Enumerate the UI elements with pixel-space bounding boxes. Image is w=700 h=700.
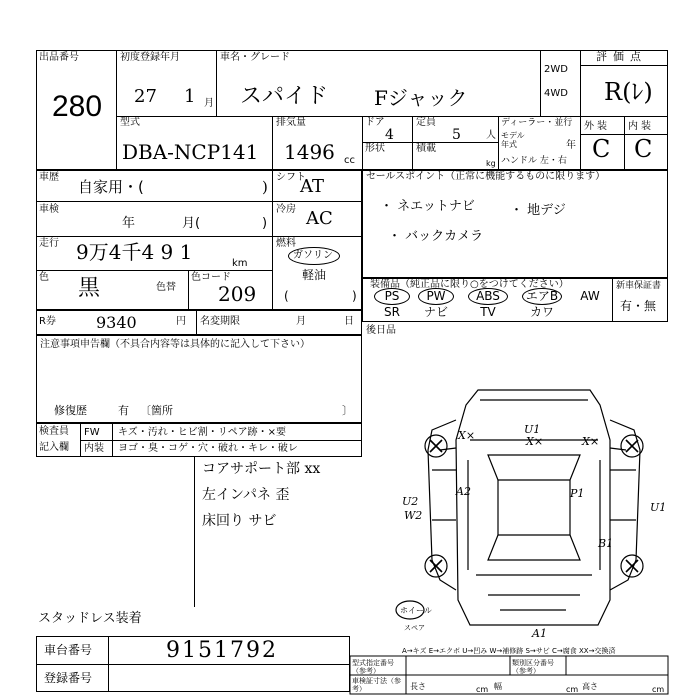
sales-points-label: セールスポイント（正常に機能するものに限ります） [366,171,606,182]
length-cm: cm [476,685,489,694]
mark-left-a2: A2 [456,485,471,498]
car-name: スパイド [240,84,329,109]
recycle-row [36,310,362,335]
equipment-item: SR [384,305,400,319]
mark-right-b1: B1 [598,537,614,550]
chassis-label: 車台番号 [44,643,93,657]
month-unit: 月 [204,98,214,109]
warranty-label: 新車保証書 [616,281,662,291]
shape-label: 形状 [365,143,385,154]
inspector-label-2: 記入欄 [39,442,69,453]
equipment-item: ナビ [423,305,448,319]
height-cm: cm [652,685,665,694]
displacement-value: 1496 [284,140,335,164]
capacity-value: 5 [452,127,461,143]
mark-roof-u1: U1 [524,423,541,436]
inspector-row-2: ヨゴ・臭・コゲ・穴・破れ・キレ・破レ [118,443,298,454]
exterior-label: 外装 [584,121,610,132]
displacement-label: 排気量 [276,117,306,128]
interior-label: 内装 [628,121,654,132]
width-cm: cm [566,685,579,694]
color-change-label: 色替 [156,282,176,293]
equipment-item: PS [384,289,400,303]
grade-eval-label: 評価点 [596,50,647,63]
repair-location: 〔箇所 [140,404,173,417]
height-label: 高さ [582,682,598,691]
lot-number-label: 出品番号 [39,52,79,63]
inspection-close: ) [262,216,268,231]
shift-label: シフト [276,172,306,183]
shift-value: AT [300,176,325,197]
model-year-label: モデル年式 [501,131,525,149]
yen-unit: 円 [176,316,186,327]
note-left-inpane: 左インパネ 歪 [202,487,290,503]
mark-rear-p1: P1 [570,487,585,500]
name-change-label: 名変期限 [200,316,240,327]
mark-rear-a1: A1 [532,627,547,640]
warranty-value: 有・無 [620,299,657,313]
note-core-support: コアサポート部 xx [202,461,321,477]
name-change-day: 日 [344,316,354,327]
inspector-naisou: 内装 [84,443,104,454]
class-number-label: 類別区分番号（参考） [512,659,554,675]
history-close: ) [262,178,268,196]
mileage-label: 走行 [39,238,59,249]
mark-front-right-xx: X× [582,435,600,448]
mark-right-u1: U1 [650,501,667,514]
recycle-value: 9340 [96,313,137,332]
drive-2wd: 2WD [544,64,568,75]
lot-number: 280 [52,90,103,123]
recycle-label: R券 [39,316,56,327]
ac-value: AC [306,208,333,229]
color-code-value: 209 [218,282,257,306]
inspector-label: 検査員 [39,426,69,437]
fuel-label: 燃料 [276,238,296,249]
mileage-value: 9万4千4 9 1 [76,240,193,264]
equipment-item: エアB [525,289,559,303]
equipment-item: TV [480,305,496,319]
car-grade: Fジャック [374,86,468,110]
car-name-label: 車名・グレード [220,52,290,63]
inspector-row-1: キズ・汚れ・ヒビ割・リペア跡・×要 [118,427,286,438]
name-change-month: 月 [296,316,306,327]
sales-points-frame [362,170,668,278]
ac-label: 冷房 [276,204,296,215]
year-unit: 年 [566,140,576,151]
length-label: 長さ [410,682,426,691]
sales-point-digital-tv: ・ 地デジ [510,203,566,218]
handle-label: ハンドル 左・右 [501,156,567,166]
damage-legend: A→キズ E→エクボ U→凹み W→補修跡 S→サビ C→腐食 XX→交換済 [402,647,616,655]
inspection-year: 年 [122,216,136,231]
equipment-item: ABS [476,289,500,303]
person-unit: 人 [486,130,496,141]
mark-left-u2: U2 [402,495,419,508]
door-value: 4 [385,127,394,143]
fuel-paren-open: ( [284,289,289,303]
registration-label: 登録番号 [44,671,93,685]
equipment-label: 装備品（純正品に限り○をつけてください） [370,279,569,290]
dimension-label: 車検証寸法（参考） [352,677,401,693]
capacity-label: 定員 [416,117,436,128]
drive-4wd: 4WD [544,88,568,99]
equipment-item: カワ [529,305,554,319]
fuel-paren-close: ) [352,289,357,303]
first-registration-year: 27 [134,86,157,107]
cc-unit: cc [344,155,355,166]
model-value: DBA-NCP141 [122,140,259,164]
model-label: 型式 [120,117,140,128]
equipment-item: AW [580,289,600,303]
mark-left-w2: W2 [404,509,423,522]
door-label: ドア [365,117,385,128]
repair-value: 有 [118,404,129,417]
first-registration-month: 1 [184,86,196,107]
note-floor-rust: 床回り サビ [202,513,277,529]
chassis-number: 9151792 [166,638,278,663]
color-label: 色 [39,272,49,283]
fuel-gas: ガソリン [293,250,333,261]
km-unit: km [232,258,248,269]
history-value: 自家用・( [78,178,144,196]
pref-number-label: 型式指定番号（参考） [352,659,394,675]
sales-point-back-camera: ・ バックカメラ [388,229,484,244]
kg-unit: kg [486,159,496,168]
mark-roof-xx: X× [526,435,544,448]
color-value: 黒 [78,276,101,301]
repair-label: 修復歴 [54,404,87,417]
notice-label: 注意事項申告欄（不具合内容等は具体的に記入して下さい） [40,339,310,350]
dealer-label: ディーラー・並行 [501,118,573,128]
inspection-month: 月( [182,216,201,231]
sales-point-navi: ・ ネエットナビ [380,199,475,214]
fuel-diesel: 軽油 [302,268,327,282]
first-registration-label: 初度登録年月 [120,52,180,63]
load-label: 積載 [416,143,436,154]
grade-eval-value: R(ﾚ) [604,78,653,106]
color-code-label: 色コード [191,272,231,283]
spare-label: スペア [404,624,425,632]
exterior-value: C [592,135,611,163]
mark-front-left-xx: X× [458,429,476,442]
rear-seat-label: 後日品 [366,325,396,336]
inspector-fw: FW [84,427,100,438]
inspection-label: 車検 [39,204,59,215]
studless-note: スタッドレス装着 [38,611,142,626]
width-label: 幅 [494,682,502,691]
spare-wheel-label: ホイール [400,606,432,615]
equipment-item: PW [426,289,446,303]
history-label: 車歴 [39,172,59,183]
interior-value: C [634,135,653,163]
repair-close: 〕 [342,404,353,417]
